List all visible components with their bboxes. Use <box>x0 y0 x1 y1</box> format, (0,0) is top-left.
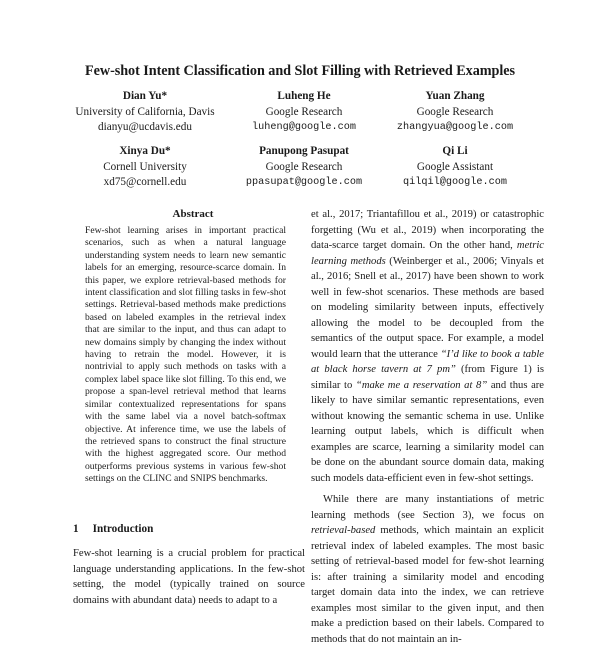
paragraph: While there are many instantiations of metric learning methods (see Section 3), we focus on retrieval-based methods, which maintain an explicit retrieval index of labeled examples. The most basic setting of retrieval-based model for few-shot learning is: after training a similarity model and encoding target domain data into the index, we can retrieve examples most similar to the given input, and then make a prediction based on their labels. Compared to methods that do not maintain an in- <box>311 494 544 645</box>
author-affiliation: Cornell University <box>103 160 187 173</box>
author-email: xd75@cornell.edu <box>103 176 187 189</box>
section-title: Introduction <box>92 523 154 535</box>
abstract-heading: Abstract <box>172 208 214 220</box>
paragraph: et al., 2017; Triantafillou et al., 2019) or catastrophic forgetting (Wu et al., 2019) when incorporating the data-scarce target domain. On the other hand, metric learning methods (Weinberger et al., 2006; Vinyals et al., 2016; Snell et al., 2017) have been shown to work well in few-shot scenarios. These methods are based on modeling similarity between inputs, effectively allowing the model to be decoupled from the semantics of the output space. For example, a model would learn that the utterance “I’d like to book a table at black horse tavern at 7 pm” (from Figure 1) is similar to “make me a reservation at 8” and thus are likely to have similar semantic representations, even without knowing the semantic schema in use. Unlike learning output labels, which is difficult when examples are scarce, learning a similarity model can be done on the abundant source domain data, making such models data-efficient even in few-shot settings. <box>311 209 545 484</box>
author-name: Dian Yu* <box>122 90 168 102</box>
section-number: 1 <box>73 523 79 535</box>
author-name: Luheng He <box>277 90 331 102</box>
author-email: qilqil@google.com <box>403 177 507 189</box>
author-email: dianyu@ucdavis.edu <box>98 121 192 134</box>
author-affiliation: Google Research <box>265 105 343 118</box>
paper-title: Few-shot Intent Classification and Slot Filling with Retrieved Examples <box>85 63 515 79</box>
section-heading <box>73 523 153 535</box>
abstract-text: Few-shot learning arises in important practical scenarios, such as when a natural language understanding system needs to learn new semantic labels for an emerging, resource-scarce domain. In this paper, we explore retrieval-based methods for intent classification and slot filling tasks in few-shot settings. Retrieval-based methods make predictions based on labeled examples in the retrieval index that are similar to the input, and thus can adapt to new domains simply by changing the index without having to retrain the model. However, it is nontrivial to apply such methods on tasks with a complex label space like slot filling. To this end, we propose a span-level retrieval method that learns similar contextualized representations for spans with the same label via a novel batch-softmax objective. At inference time, we use the labels of the retrieved spans to construct the final structure with the highest aggregated score. Our method outperforms previous systems in various few-shot settings on the CLINC and SNIPS benchmarks. <box>85 225 286 485</box>
author-name: Yuan Zhang <box>425 90 485 102</box>
author-name: Panupong Pasupat <box>259 145 349 157</box>
author-email: ppasupat@google.com <box>245 177 363 189</box>
right-column <box>311 207 544 647</box>
author-affiliation: University of California, Davis <box>75 105 215 118</box>
author-affiliation: Google Assistant <box>416 160 494 173</box>
author-affiliation: Google Research <box>265 160 343 173</box>
introduction-text: Few-shot learning is a crucial problem for practical language understanding applications. In the few-shot setting, the model (typically trained on source domains with abundant data) needs to adapt to a <box>73 548 305 606</box>
author-email: luheng@google.com <box>252 122 356 134</box>
author-name: Xinya Du* <box>119 145 171 157</box>
author-affiliation: Google Research <box>416 105 494 118</box>
author-email: zhangyua@google.com <box>396 122 514 134</box>
author-block <box>355 89 555 136</box>
author-block <box>355 144 555 191</box>
author-name: Qi Li <box>442 145 468 157</box>
